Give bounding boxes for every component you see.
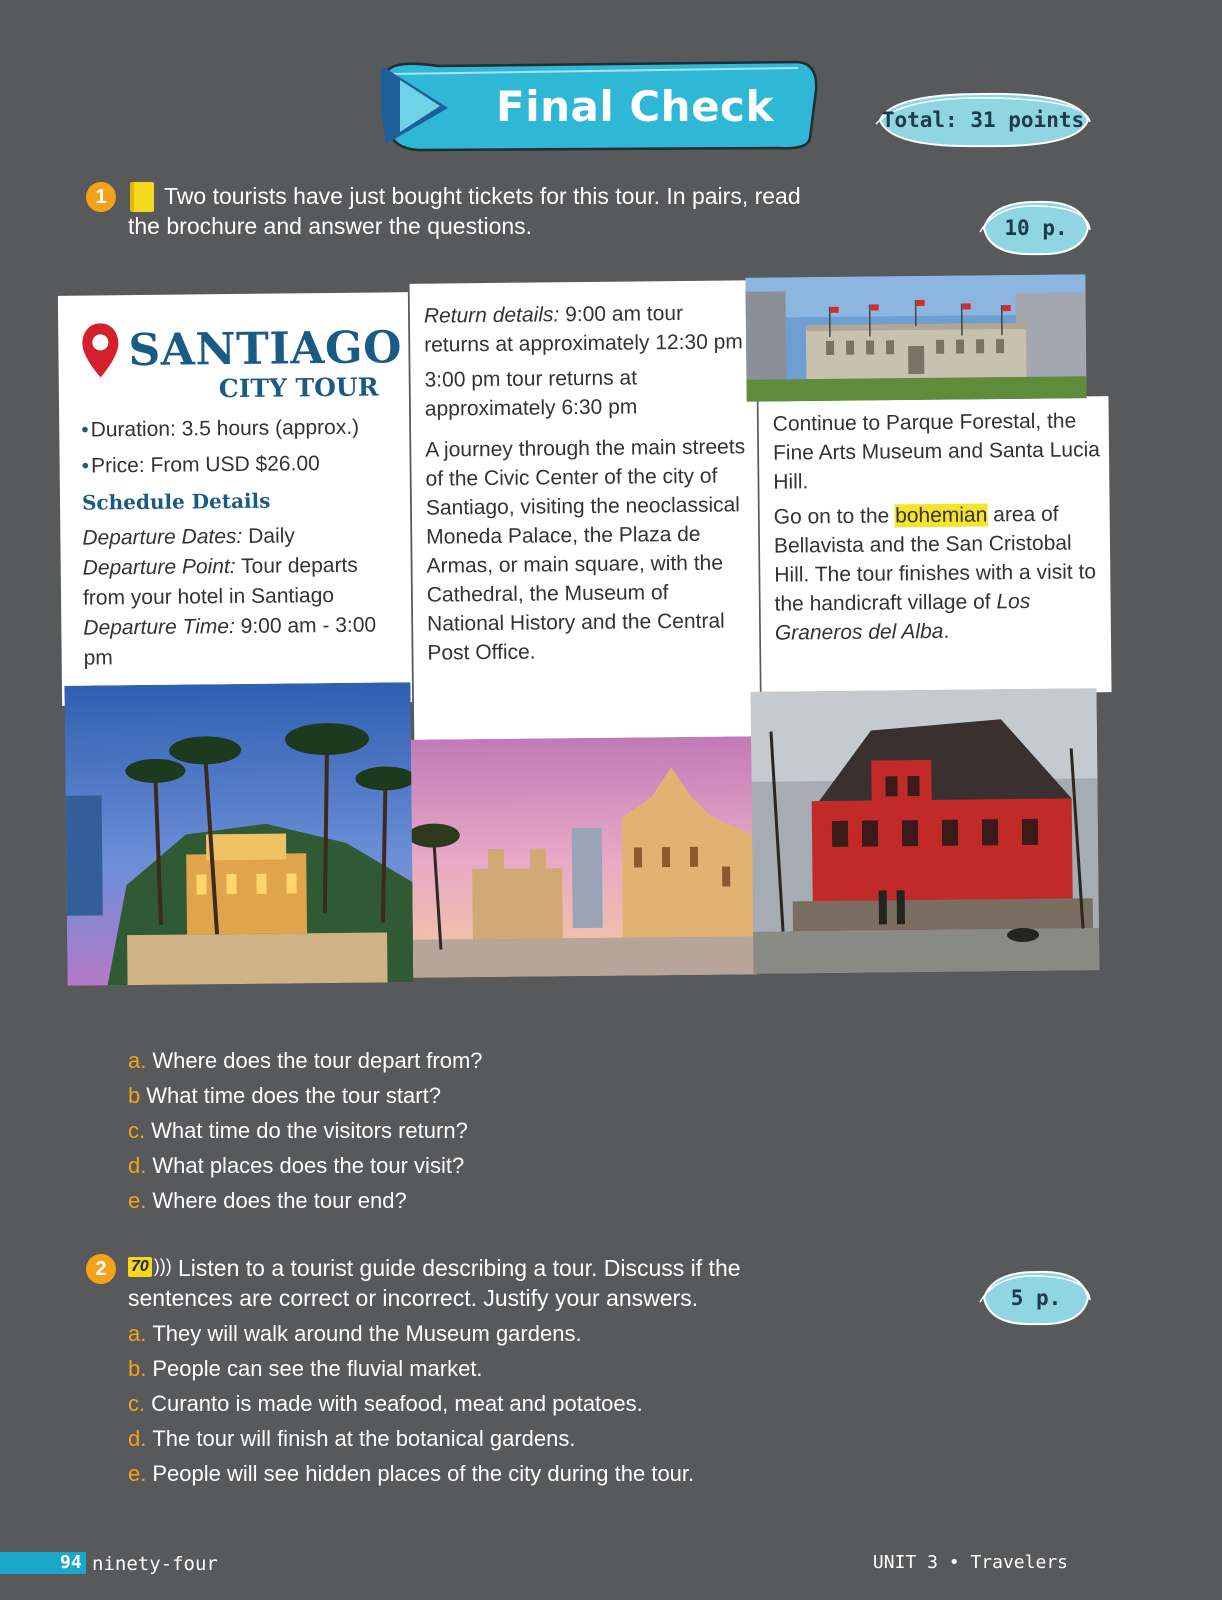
return-details: Return details: 9:00 am tour returns at approximately 12:30 pm (423, 301, 743, 357)
tour-brochure (60, 276, 1110, 1002)
departure-dates: Departure Dates: Daily (82, 524, 295, 550)
santa-lucia-hill-photo (64, 682, 413, 986)
total-points-text: Total: 31 points (881, 108, 1085, 132)
highlighted-word: bohemian (894, 503, 988, 528)
sound-waves-icon: ))) (153, 1256, 172, 1276)
question-1d: d. What places does the tour visit? (128, 1153, 465, 1178)
departure-point: Departure Point: Tour departs from your hotel in Santiago (82, 553, 358, 610)
exercise-2-statements (128, 1316, 694, 1491)
statement-2e: e. People will see hidden places of the city during the tour. (128, 1461, 695, 1486)
exercise-2-points-badge (978, 1268, 1094, 1328)
audio-track-icon[interactable] (128, 1256, 172, 1277)
departure-time: Departure Time: 9:00 am - 3:00 pm (83, 613, 377, 670)
total-points-badge (872, 90, 1094, 150)
exercise-2-instruction-line1: Listen to a tourist guide describing a tour. Discuss if the (178, 1255, 741, 1281)
title-banner (378, 60, 830, 152)
question-1a: a. Where does the tour depart from? (128, 1048, 483, 1073)
schedule-heading: Schedule Details (81, 488, 271, 515)
bellavista-house-photo (751, 688, 1100, 974)
statement-2a: a. They will walk around the Museum gardens. (128, 1321, 582, 1346)
question-1e: e. Where does the tour end? (128, 1188, 407, 1213)
question-1b: b What time does the tour start? (128, 1083, 441, 1108)
exercise-1-instruction-line1: Two tourists have just bought tickets for this tour. In pairs, read (164, 183, 801, 209)
statement-2c: c. Curanto is made with seafood, meat and potatoes. (128, 1391, 643, 1416)
brochure-panel-overview (58, 292, 412, 706)
continue-description: Continue to Parque Forestal, the Fine Arts Museum and Santa Lucia Hill. (772, 409, 1100, 494)
exercise-2-instruction-line2: sentences are correct or incorrect. Justify your answers. (128, 1285, 699, 1311)
unit-label: UNIT 3 • Travelers (872, 1552, 1068, 1573)
goon-description: Go on to the bohemian area of Bellavista and the San Cristobal Hill. The tour finishes with a visit to the handicraft village of Los Graneros del Alba. (773, 502, 1097, 645)
question-1c: c. What time do the visitors return? (128, 1118, 468, 1143)
exercise-1-instruction-line2: the brochure and answer the questions. (128, 213, 533, 239)
duration-text: • Duration: 3.5 hours (approx.) (81, 412, 401, 445)
audio-track-number: 70 (128, 1257, 152, 1277)
exercise-1-points-text: 10 p. (1004, 216, 1068, 240)
brochure-panel-continuation (758, 396, 1111, 696)
brochure-panel-itinerary (410, 280, 761, 754)
exercise-1-questions (128, 1043, 483, 1218)
exercise-1-points-badge (978, 198, 1094, 258)
pair-work-icon (130, 182, 154, 212)
page-title: Final Check (496, 82, 774, 131)
moneda-palace-photo (745, 274, 1086, 402)
return-details-afternoon: 3:00 pm tour returns at approximately 6:30 pm (424, 366, 638, 421)
plaza-de-armas-photo (411, 736, 757, 978)
exercise-2-number: 2 (86, 1254, 116, 1284)
journey-description: A journey through the main streets of the Civic Center of the city of Santiago, visiting the neoclassical Moneda Palace, the Plaza de Armas, or main square, with the Cathedral, the Museum of National History and the Central Post Office. (425, 435, 746, 665)
page-number-word: ninety-four (92, 1553, 218, 1575)
statement-2b: b. People can see the fluvial market. (128, 1356, 483, 1381)
location-pin-icon (80, 321, 121, 379)
exercise-2-points-text: 5 p. (1010, 1286, 1062, 1310)
brochure-title: SANTIAGO (128, 322, 403, 377)
exercise-1-number: 1 (86, 182, 116, 212)
price-text: • Price: From USD $26.00 (81, 448, 401, 481)
statement-2d: d. The tour will finish at the botanical gardens. (128, 1426, 576, 1451)
brochure-subtitle: CITY TOUR (218, 372, 379, 404)
page-number: 94 (60, 1552, 82, 1573)
